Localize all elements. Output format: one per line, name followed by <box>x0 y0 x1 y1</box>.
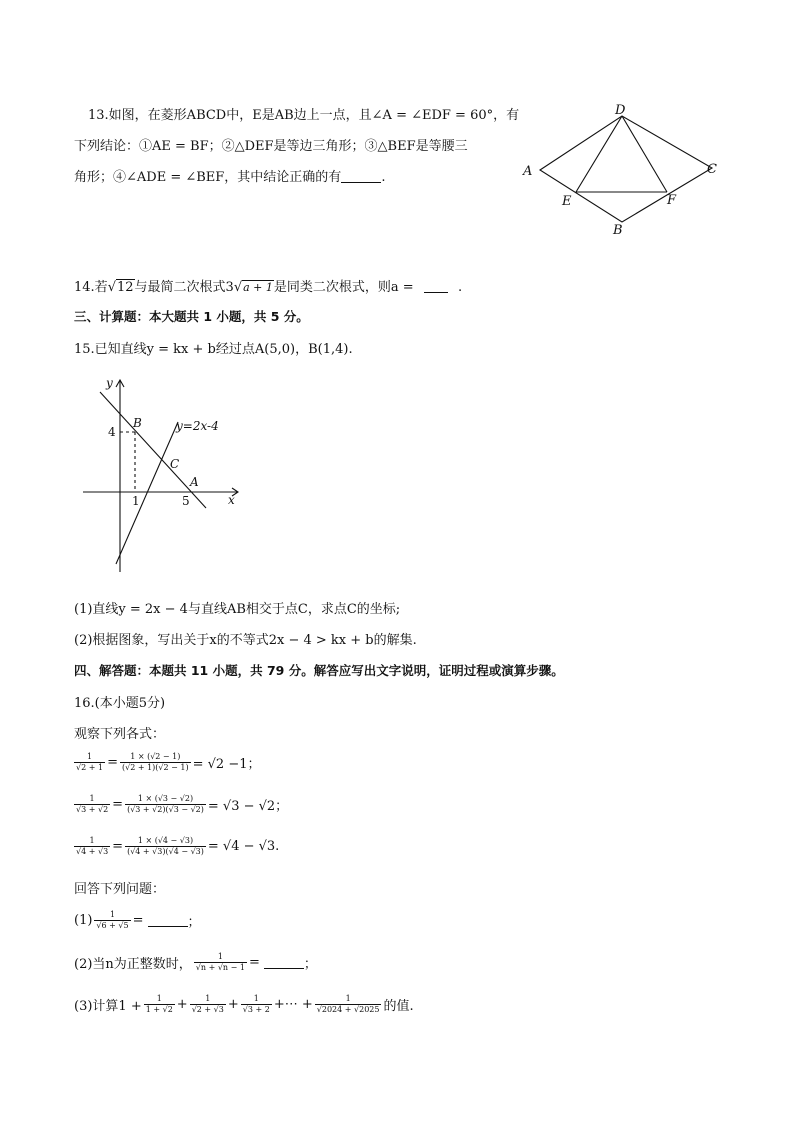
section-4-heading: 四、解答题：本题共 11 小题，共 79 分。解答应写出文字说明，证明过程或演算步骤。 <box>74 663 564 678</box>
equals: = <box>248 955 260 970</box>
segment-df <box>622 116 667 192</box>
q15-stem: 15.已知直线y = kx + b经过点A(5,0)，B(1,4). <box>74 342 353 357</box>
denominator: √3 + 2 <box>242 1005 270 1014</box>
result: = √2 −1； <box>192 757 261 772</box>
label-b: B <box>613 223 623 238</box>
fraction <box>94 910 130 931</box>
fraction <box>74 752 105 773</box>
part-text: (3)计算1 + <box>74 999 142 1014</box>
q14-post: 是同类二次根式，则a = <box>273 280 414 295</box>
plus: + <box>227 997 239 1012</box>
line-equation-label: y=2x-4 <box>176 419 219 433</box>
label-a: A <box>523 164 533 179</box>
q13-answer-blank[interactable] <box>341 170 381 183</box>
q16-answer-prompt: 回答下列问题： <box>74 882 166 897</box>
fraction <box>144 994 175 1015</box>
numerator: 1 <box>217 952 223 961</box>
q16-part2-blank[interactable] <box>264 956 304 969</box>
numerator: 1 <box>253 994 259 1003</box>
plus: + <box>176 997 188 1012</box>
q14 <box>74 276 462 295</box>
q14-mid: 与最简二次根式3 <box>134 280 234 295</box>
tick-1: 1 <box>132 494 140 508</box>
part-label: (1) <box>74 913 93 928</box>
q14-radicand2: a + 1 <box>243 281 273 294</box>
q16-equation-3 <box>72 836 279 857</box>
label-c: C <box>707 162 717 177</box>
semicolon: ； <box>187 915 201 930</box>
fraction <box>194 952 247 973</box>
label-x-axis: x <box>228 493 235 507</box>
q14-radicand1: 12 <box>116 280 134 295</box>
q15-part2: (2)根据图象，写出关于x的不等式2x − 4 > kx + b的解集. <box>74 633 417 648</box>
denominator: √6 + √5 <box>96 921 129 930</box>
q16-equation-2 <box>72 794 288 815</box>
q16-equation-1 <box>72 752 261 773</box>
result: = √4 − √3. <box>207 839 280 854</box>
sqrt-symbol <box>234 280 242 295</box>
fraction <box>315 994 382 1015</box>
numerator: 1 × (√4 − √3) <box>137 836 194 845</box>
point-a-label: A <box>190 475 199 489</box>
label-f: F <box>667 193 677 208</box>
coordinate-graph <box>78 372 248 582</box>
denominator: √2 + √3 <box>191 1005 224 1014</box>
q13-line3-text: 角形；④∠ADE = ∠BEF，其中结论正确的有 <box>74 170 342 185</box>
numerator: 1 <box>205 994 211 1003</box>
part-text: (2)当n为正整数时， <box>74 957 192 972</box>
q16-part1 <box>74 910 201 931</box>
fraction <box>241 994 272 1015</box>
point-b-label: B <box>133 416 142 430</box>
denominator: 1 + √2 <box>145 1005 173 1014</box>
q13-line1: 13.如图，在菱形ABCD中，E是AB边上一点，且∠A = ∠EDF = 60°，有 <box>88 108 520 123</box>
q16-head: 16.(本小题5分) <box>74 696 166 711</box>
q13-line3 <box>74 166 385 185</box>
q14-answer-blank[interactable] <box>424 280 448 293</box>
tick-5: 5 <box>182 494 190 508</box>
denominator: √3 + √2 <box>76 805 109 814</box>
label-e: E <box>562 194 572 209</box>
denominator: (√3 + √2)(√3 − √2) <box>127 805 204 814</box>
section-3-heading: 三、计算题：本大题共 1 小题，共 5 分。 <box>74 309 309 324</box>
tick-4: 4 <box>108 425 116 439</box>
denominator: √2024 + √2025 <box>316 1005 380 1014</box>
label-d: D <box>615 103 626 118</box>
q16-observe: 观察下列各式： <box>74 727 166 742</box>
numerator: 1 <box>109 910 116 919</box>
numerator: 1 <box>89 794 95 803</box>
denominator: √2 + 1 <box>76 763 104 772</box>
denominator: (√4 + √3)(√4 − √3) <box>127 847 204 856</box>
label-y-axis: y <box>106 376 113 390</box>
numerator: 1 × (√2 − 1) <box>130 752 181 761</box>
denominator: √4 + √3 <box>76 847 109 856</box>
numerator: 1 <box>89 836 95 845</box>
q13-line2: 下列结论：①AE = BF；②△DEF是等边三角形；③△BEF是等腰三 <box>74 139 468 154</box>
line-ab <box>100 392 206 508</box>
q14-period: . <box>457 280 463 295</box>
denominator: (√2 + 1)(√2 − 1) <box>121 763 189 772</box>
fraction <box>125 794 206 815</box>
q16-part3 <box>74 994 414 1015</box>
equals: = <box>112 797 124 812</box>
equals: = <box>112 839 124 854</box>
fraction <box>125 836 206 857</box>
numerator: 1 <box>156 994 162 1003</box>
q16-part1-blank[interactable] <box>148 914 188 927</box>
equals: = <box>132 913 144 928</box>
ellipsis: +⋯ + <box>273 997 313 1012</box>
semicolon: ； <box>303 957 317 972</box>
numerator: 1 × (√3 − √2) <box>137 794 194 803</box>
fraction <box>74 794 110 815</box>
fraction <box>190 994 226 1015</box>
sqrt-symbol <box>108 280 116 295</box>
numerator: 1 <box>345 994 351 1003</box>
fraction <box>74 836 110 857</box>
point-c-label: C <box>170 457 180 471</box>
fraction <box>120 752 191 773</box>
numerator: 1 <box>86 752 93 761</box>
q14-pre: 14.若 <box>74 280 108 295</box>
q16-part2 <box>74 952 317 973</box>
segment-de <box>576 116 622 192</box>
equals: = <box>107 755 118 770</box>
result: = √3 − √2； <box>207 799 289 814</box>
q13-period: . <box>381 170 386 185</box>
q15-part1: (1)直线y = 2x − 4与直线AB相交于点C，求点C的坐标; <box>74 602 401 617</box>
end-text: 的值. <box>383 999 414 1014</box>
denominator: √n + √n − 1 <box>195 963 245 972</box>
rhombus-figure <box>515 100 725 240</box>
